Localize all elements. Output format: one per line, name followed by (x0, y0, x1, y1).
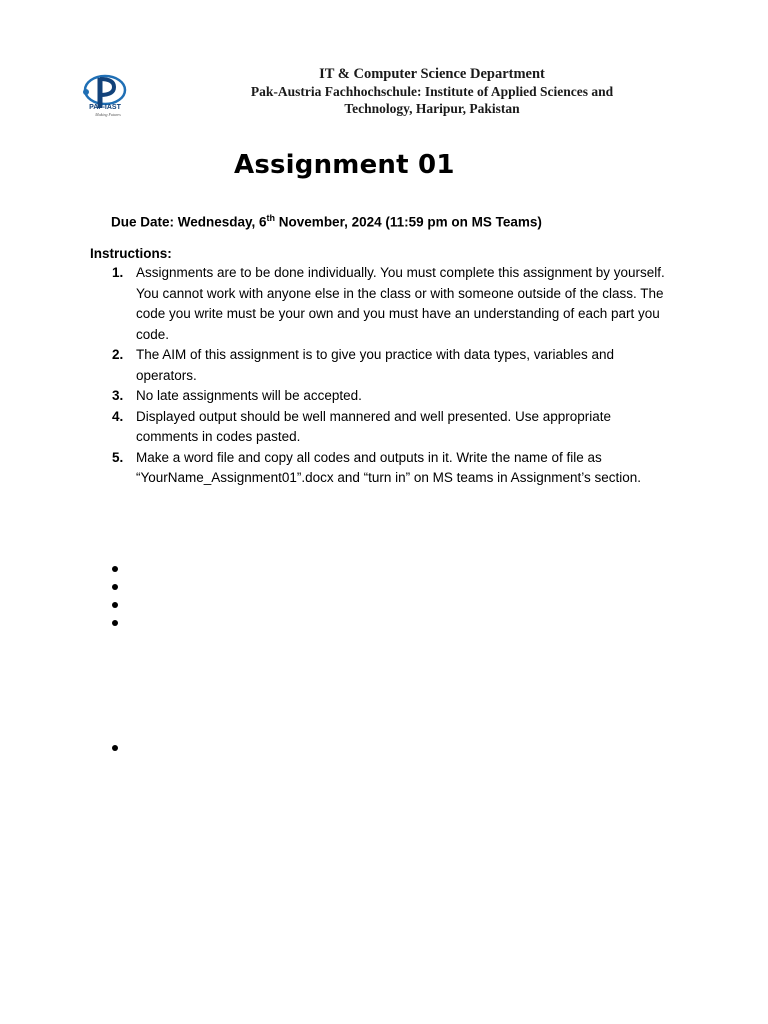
letterhead (200, 66, 664, 117)
paf-iast-logo (78, 74, 132, 118)
bullet-icon (112, 620, 118, 626)
bullet-icon (112, 566, 118, 572)
instruction-item (112, 386, 672, 407)
due-date-prefix: Due Date: Wednesday, 6 (111, 214, 267, 230)
instruction-text: Assignments are to be done individually. You must complete this assignment by yourself. You cannot work with anyone else in the class or with someone outside of the class. The code you write must be your own and you must have an understanding of each part you code. (136, 265, 665, 342)
instruction-item (112, 407, 672, 448)
due-date (111, 213, 542, 230)
instruction-item (112, 263, 672, 345)
instruction-text: The AIM of this assignment is to give you practice with data types, variables and operators. (136, 347, 614, 383)
instruction-text: Displayed output should be well mannered and well presented. Use appropriate comments in codes pasted. (136, 408, 612, 444)
bullet-icon (112, 745, 118, 751)
instruction-text: No late assignments will be accepted. (136, 388, 362, 403)
logo-icon (78, 74, 132, 118)
instruction-number: 1. (112, 265, 124, 280)
instruction-number: 2. (112, 347, 124, 362)
instruction-item (112, 448, 672, 489)
instruction-text: Make a word file and copy all codes and outputs in it. Write the name of file as “YourName_Assignment01”.docx and “turn in” on MS teams in Assignment’s section. (136, 449, 641, 485)
instruction-item (112, 345, 672, 386)
logo-tagline: Making Futures (95, 112, 121, 117)
institute-name-line2: Technology, Haripur, Pakistan (344, 101, 520, 116)
instructions-heading: Instructions: (90, 246, 172, 261)
due-date-suffix: November, 2024 (11:59 pm on MS Teams) (275, 214, 542, 230)
instruction-number: 3. (112, 388, 124, 403)
instruction-number: 5. (112, 449, 124, 465)
bullet-icon (112, 584, 118, 590)
page-title: Assignment 01 (234, 150, 455, 180)
institute-name-line1: Pak-Austria Fachhochschule: Institute of Applied Sciences and (250, 84, 614, 99)
department-name: IT & Computer Science Department (319, 66, 545, 82)
instruction-number: 4. (112, 408, 124, 424)
due-date-superscript: th (266, 213, 276, 223)
bullet-icon (112, 602, 118, 608)
logo-text: PAF-IAST (89, 104, 121, 111)
instructions-list (112, 263, 672, 489)
